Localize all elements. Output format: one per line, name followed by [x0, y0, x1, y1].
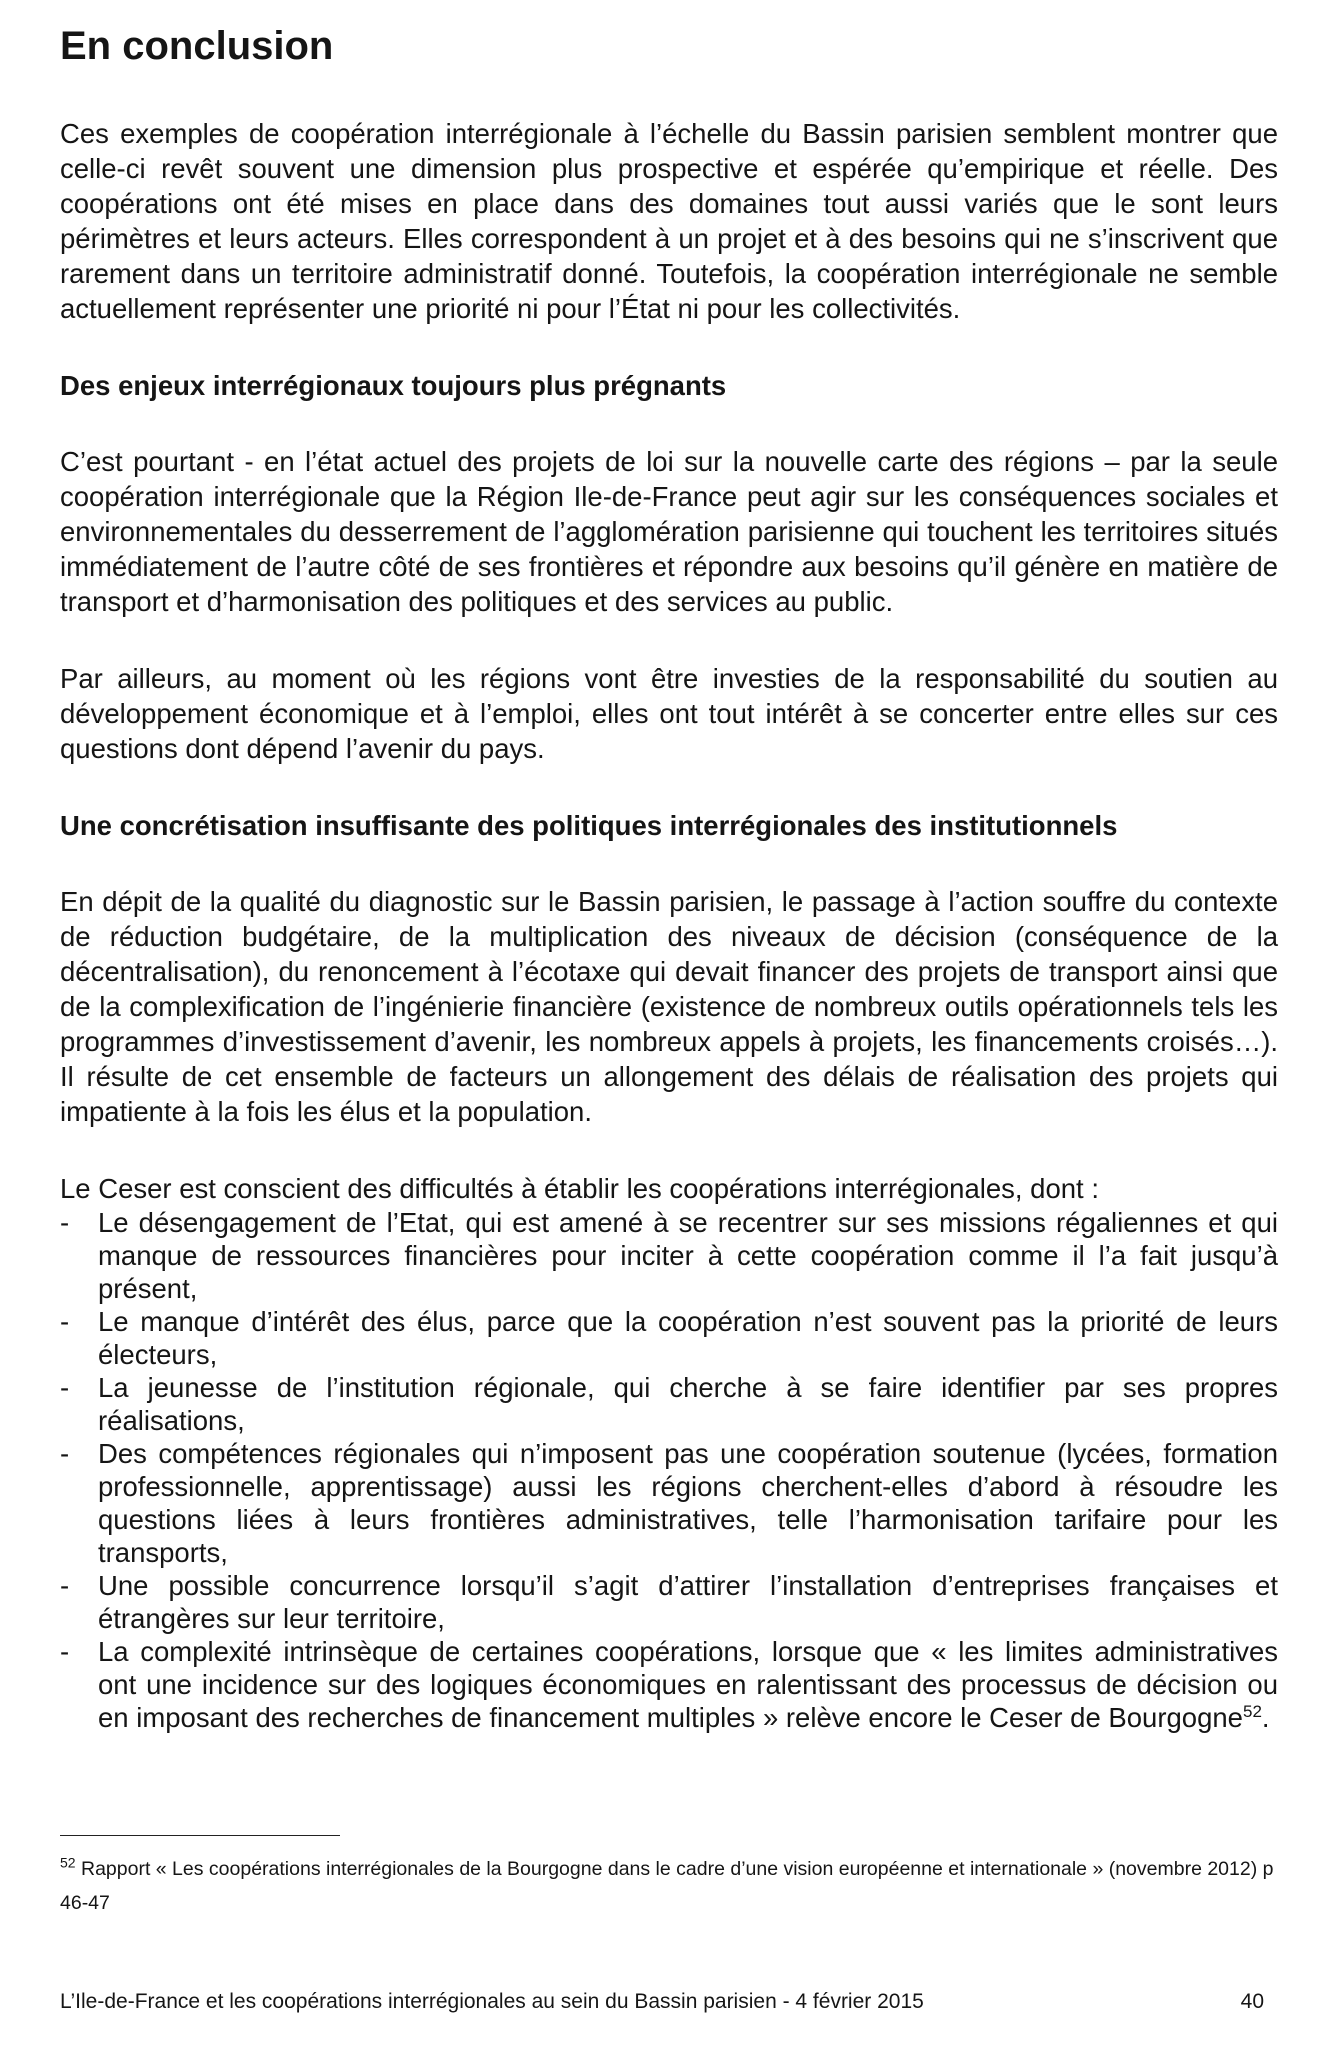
list-item-text: Des compétences régionales qui n’imposent pas une coopération soutenue (lycées, formation professionnelle, apprentissage) aussi les régions cherchent-elles d’abord à résoudre les questions liées à leurs frontières administratives, telle l’harmonisation tarifaire pour les transports,: [98, 1438, 1278, 1568]
footer-text: L’Ile-de-France et les coopérations interrégionales au sein du Bassin parisien - 4 février 2015: [60, 1990, 924, 2013]
list-item: [60, 1371, 1278, 1437]
intro-paragraph: Ces exemples de coopération interrégionale à l’échelle du Bassin parisien semblent montrer que celle-ci revêt souvent une dimension plus prospective et espérée qu’empirique et réelle. Des coopérations ont été mises en place dans des domaines tout aussi variés que le sont leurs périmètres et leurs acteurs. Elles correspondent à un projet et à des besoins qui ne s’inscrivent que rarement dans un territoire administratif donné. Toutefois, la coopération interrégionale ne semble actuellement représenter une priorité ni pour l’État ni pour les collectivités.: [60, 118, 1278, 324]
footnote-text: Rapport « Les coopérations interrégionales de la Bourgogne dans le cadre d’une vision européenne et internationale » (novembre 2012) p 46-47: [60, 1858, 1274, 1914]
bullet-dash: -: [60, 1207, 70, 1238]
footnote-divider: [60, 1835, 340, 1836]
list-item-text: Le manque d’intérêt des élus, parce que la coopération n’est souvent pas la priorité de leurs électeurs,: [98, 1306, 1278, 1370]
list-item: [60, 1635, 1278, 1734]
footnote: [60, 1852, 1278, 1920]
list-item-text: La jeunesse de l’institution régionale, qui cherche à se faire identifier par ses propres réalisations,: [98, 1372, 1278, 1436]
bullet-dash: -: [60, 1636, 70, 1667]
list-item-end: .: [1261, 1702, 1270, 1733]
difficulties-list: [60, 1206, 1278, 1734]
list-item-text: La complexité intrinsèque de certaines coopérations, lorsque que « les limites administratives ont une incidence sur des logiques économiques en ralentissant des processus de décision ou en imposant des recherches de financement multiples » relève encore le Ceser de Bourgogne: [98, 1636, 1278, 1733]
footnote-reference: 52: [1242, 1701, 1262, 1721]
bullet-dash: -: [60, 1438, 70, 1469]
list-item-text: Une possible concurrence lorsqu’il s’agit d’attirer l’installation d’entreprises françaises et étrangères sur leur territoire,: [98, 1570, 1278, 1634]
list-item-text: Le désengagement de l’Etat, qui est amené à se recentrer sur ses missions régaliennes et qui manque de ressources financières pour inciter à cette coopération comme il l’a fait jusqu’à présent,: [98, 1207, 1278, 1304]
list-item: [60, 1569, 1278, 1635]
list-item: [60, 1305, 1278, 1371]
page-number: 40: [1240, 1990, 1264, 2013]
footnote-number: 52: [60, 1854, 76, 1871]
paragraph-developpement-economique: Par ailleurs, au moment où les régions vont être investies de la responsabilité du soutien au développement économique et à l’emploi, elles ont tout intérêt à se concerter entre elles sur ces questions dont dépend l’avenir du pays.: [60, 663, 1278, 764]
bullet-dash: -: [60, 1570, 70, 1601]
list-item: [60, 1206, 1278, 1305]
list-intro: Le Ceser est conscient des difficultés à établir les coopérations interrégionales, dont :: [60, 1173, 1099, 1204]
list-item: [60, 1437, 1278, 1569]
paragraph-cooperation-ile-de-france: C’est pourtant - en l’état actuel des projets de loi sur la nouvelle carte des régions – par la seule coopération interrégionale que la Région Ile-de-France peut agir sur les conséquences sociales et environnementales du desserrement de l’agglomération parisienne qui touchent les territoires situés immédiatement de l’autre côté de ses frontières et répondre aux besoins qu’il génère en matière de transport et d’harmonisation des politiques et des services au public.: [60, 446, 1278, 617]
bullet-dash: -: [60, 1306, 70, 1337]
section-heading-concretisation: Une concrétisation insuffisante des politiques interrégionales des institutionnels: [60, 810, 1118, 841]
document-page: [60, 20, 1278, 1734]
page-title: En conclusion: [60, 24, 334, 68]
section-heading-enjeux: Des enjeux interrégionaux toujours plus prégnants: [60, 370, 727, 401]
page-footer: [60, 1990, 1278, 2014]
bullet-dash: -: [60, 1372, 70, 1403]
paragraph-diagnostic: En dépit de la qualité du diagnostic sur le Bassin parisien, le passage à l’action souffre du contexte de réduction budgétaire, de la multiplication des niveaux de décision (conséquence de la décentralisation), du renoncement à l’écotaxe qui devait financer des projets de transport ainsi que de la complexification de l’ingénierie financière (existence de nombreux outils opérationnels tels les programmes d’investissement d’avenir, les nombreux appels à projets, les financements croisés…). Il résulte de cet ensemble de facteurs un allongement des délais de réalisation des projets qui impatiente à la fois les élus et la population.: [60, 886, 1278, 1127]
